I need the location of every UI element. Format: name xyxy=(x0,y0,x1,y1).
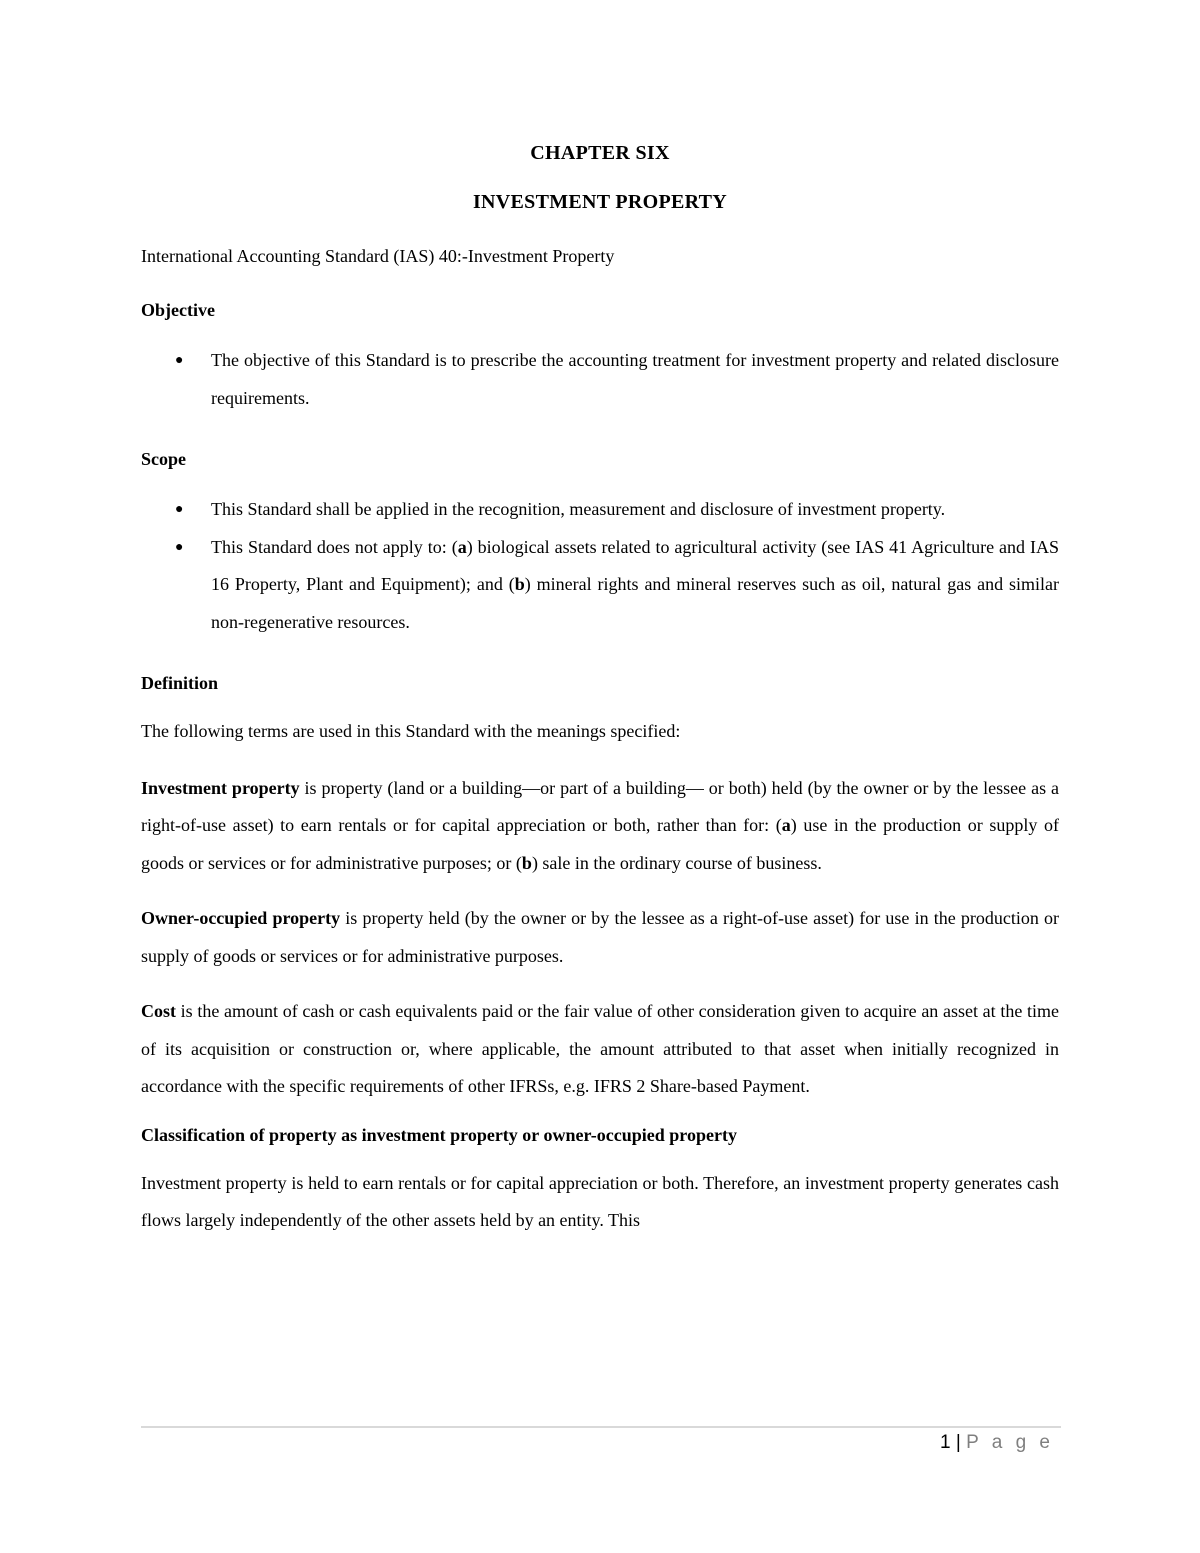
scope-heading: Scope xyxy=(141,449,186,469)
page-footer xyxy=(940,1432,1054,1454)
page-number: 1 xyxy=(940,1432,951,1453)
bullet-icon: ● xyxy=(175,539,184,555)
bullet-icon: ● xyxy=(175,353,184,368)
scope-bullet-1 xyxy=(141,491,1059,529)
scope-text-2c: ) mineral rights and mineral reserves such as oil, natural gas and similar non-regenerative resources. xyxy=(211,574,1059,632)
scope-list xyxy=(141,491,1059,641)
investment-property-text-3: ) sale in the ordinary course of business. xyxy=(531,852,822,873)
definition-intro: The following terms are used in this Standard with the meanings specified: xyxy=(141,721,681,741)
owner-occupied-term: Owner-occupied property xyxy=(141,908,341,928)
scope-text-2a: This Standard does not apply to: ( xyxy=(211,536,458,557)
ip-marker-a: a xyxy=(781,815,791,835)
investment-property-text-2: ) use in the production or supply of goods or services or for administrative purposes; or ( xyxy=(141,815,1059,873)
classification-heading: Classification of property as investment property or owner-occupied property xyxy=(141,1124,737,1145)
scope-marker-a: a xyxy=(457,536,467,557)
investment-property-definition xyxy=(141,770,1059,883)
investment-property-term: Investment property xyxy=(141,777,300,798)
document-title: INVESTMENT PROPERTY xyxy=(472,191,728,213)
scope-text-2b: ) biological assets related to agricultural activity (see IAS 41 Agriculture and IAS 16 Property, Plant and Equipment); and ( xyxy=(211,536,1060,594)
ip-marker-b: b xyxy=(521,852,532,873)
cost-text: is the amount of cash or cash equivalents paid or the fair value of other consideration given to acquire an asset at the time of its acquisition or construction or, where applicable, the amount attributed to that asset when initially recognized in accordance with the specific requirements of other IFRSs, e.g. IFRS 2 Share-based Payment. xyxy=(141,1001,1059,1096)
bullet-icon: ● xyxy=(175,502,184,517)
scope-marker-b: b xyxy=(514,574,525,594)
footer-separator: | xyxy=(955,1432,961,1453)
investment-property-text-1: is property (land or a building—or part of a building— or both) held (by the owner or by the lessee as a right-of-use asset) to earn rentals or for capital appreciation or both, rather than for: ( xyxy=(141,777,1060,835)
objective-list xyxy=(141,342,1059,417)
page-content xyxy=(141,138,1059,1240)
page-label: P a g e xyxy=(966,1432,1054,1453)
cost-definition xyxy=(141,993,1059,1106)
chapter-heading: CHAPTER SIX xyxy=(530,142,670,164)
cost-term: Cost xyxy=(141,1001,176,1021)
owner-occupied-text: is property held (by the owner or by the lessee as a right-of-use asset) for use in the production or supply of goods or services or for administrative purposes. xyxy=(141,908,1060,966)
scope-bullet-2 xyxy=(141,529,1059,642)
owner-occupied-definition xyxy=(141,900,1059,975)
objective-text: The objective of this Standard is to prescribe the accounting treatment for investment property and related disclosure requirements. xyxy=(211,350,1059,408)
footer-divider xyxy=(141,1426,1061,1428)
objective-bullet xyxy=(141,342,1059,417)
scope-text-1: This Standard shall be applied in the recognition, measurement and disclosure of investment property. xyxy=(211,499,946,519)
objective-heading: Objective xyxy=(141,300,215,320)
standard-reference: International Accounting Standard (IAS) 40:-Investment Property xyxy=(141,246,615,266)
classification-text: Investment property is held to earn rentals or for capital appreciation or both. Therefore, an investment property generates cash flows largely independently of the other assets held by an entity. This xyxy=(141,1172,1059,1230)
definition-heading: Definition xyxy=(141,673,219,693)
